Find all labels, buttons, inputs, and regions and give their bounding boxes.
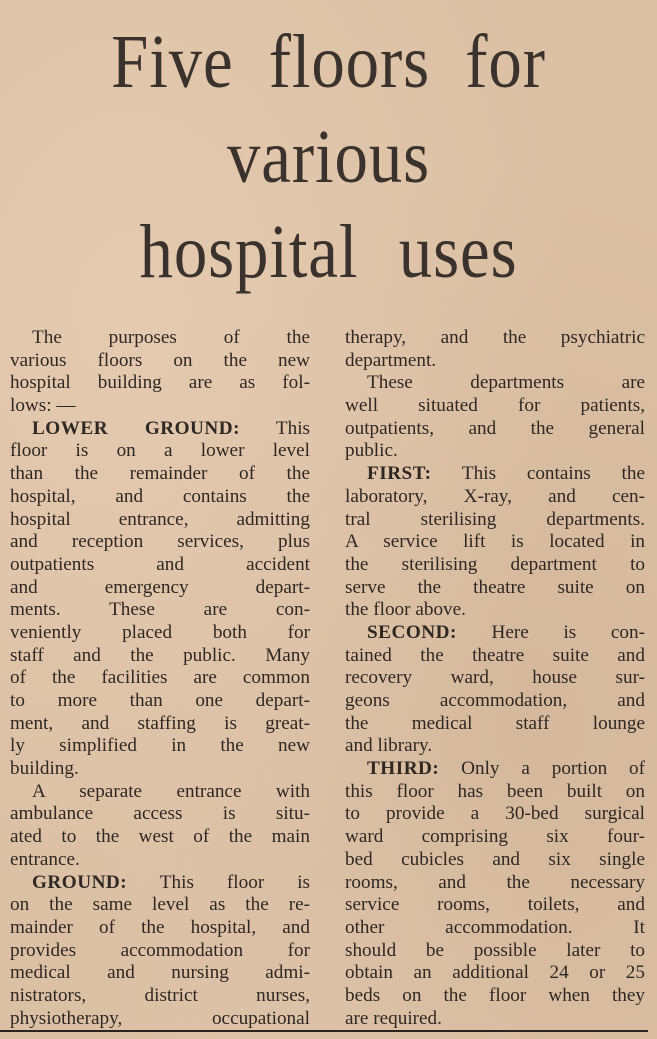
article-line-text: geons accommodation, and bbox=[345, 690, 645, 711]
article-line-text: This contains the bbox=[431, 463, 645, 485]
article-line-text: the floor above. bbox=[345, 599, 466, 621]
article-line-text: than the remainder of the bbox=[10, 463, 310, 485]
article-line-text: outpatients and accident bbox=[10, 553, 310, 575]
floor-heading: SECOND: bbox=[367, 621, 457, 643]
headline-line-2: various bbox=[226, 115, 431, 199]
floor-heading: FIRST: bbox=[367, 463, 432, 485]
article-line-text: The purposes of the bbox=[32, 327, 310, 348]
article-line-text: and emergency depart- bbox=[10, 576, 310, 598]
article-line bbox=[345, 781, 645, 804]
article-line-text: ated to the west of the main bbox=[10, 826, 310, 848]
article-line-text: recovery ward, house sur- bbox=[345, 667, 645, 689]
article-line-text: physiotherapy, occupational bbox=[10, 1007, 310, 1029]
article-line-text: beds on the floor when they bbox=[345, 984, 645, 1006]
article-line bbox=[10, 531, 310, 554]
article-line-text: These departments are bbox=[367, 372, 645, 394]
article-line-text: Here is con- bbox=[456, 621, 645, 643]
article-line-text: rooms, and the necessary bbox=[345, 871, 645, 893]
article-line bbox=[10, 486, 310, 509]
article-line-text: are required. bbox=[345, 1007, 442, 1029]
article-line bbox=[10, 713, 310, 736]
article-line bbox=[10, 803, 310, 826]
article-line-text: building. bbox=[10, 758, 79, 780]
article-line bbox=[345, 690, 645, 713]
article-line bbox=[10, 577, 310, 600]
article-line-text: A separate entrance with bbox=[32, 780, 310, 802]
bottom-rule-divider bbox=[0, 1030, 648, 1032]
article-line-text: tained the theatre suite and bbox=[345, 644, 645, 666]
article-line-text: provides accommodation for bbox=[10, 939, 310, 961]
article-line-text: veniently placed both for bbox=[10, 621, 310, 643]
article-line bbox=[345, 803, 645, 826]
article-line bbox=[10, 917, 310, 940]
article-line bbox=[10, 509, 310, 532]
article-line bbox=[10, 622, 310, 645]
article-line-text: department. bbox=[345, 349, 437, 371]
floor-heading: LOWER GROUND: bbox=[32, 417, 240, 439]
article-line bbox=[345, 1008, 645, 1031]
article-line-text: laboratory, X-ray, and cen- bbox=[345, 485, 645, 507]
article-line bbox=[345, 418, 645, 441]
article-line bbox=[345, 645, 645, 668]
article-line bbox=[345, 894, 645, 917]
article-line bbox=[345, 849, 645, 872]
article-line bbox=[10, 645, 310, 668]
article-line-text: ments. These are con- bbox=[10, 599, 310, 621]
article-line-text: Only a portion of bbox=[439, 758, 645, 780]
article-line bbox=[345, 395, 645, 418]
article-line bbox=[10, 940, 310, 963]
article-line bbox=[10, 395, 310, 418]
article-line bbox=[10, 667, 310, 690]
article-line-text: nistrators, district nurses, bbox=[10, 984, 310, 1006]
article-line-text: to more than one depart- bbox=[10, 690, 310, 711]
article-line bbox=[345, 463, 645, 486]
article-line bbox=[345, 917, 645, 940]
floor-heading: GROUND: bbox=[32, 871, 128, 893]
article-line bbox=[10, 350, 310, 373]
article-line bbox=[10, 690, 310, 713]
article-column-right bbox=[345, 327, 645, 1030]
article-line bbox=[10, 599, 310, 622]
article-line-text: to provide a 30-bed surgical bbox=[345, 803, 645, 825]
article-line bbox=[10, 872, 310, 895]
article-line-text: serve the theatre suite on bbox=[345, 576, 645, 598]
article-line-text: well situated for patients, bbox=[345, 395, 645, 417]
article-line bbox=[345, 758, 645, 781]
article-line bbox=[345, 486, 645, 509]
article-line-text: hospital entrance, admitting bbox=[10, 508, 310, 530]
article-line-text: floor is on a lower level bbox=[10, 440, 310, 462]
article-line-text: various floors on the new bbox=[10, 349, 310, 371]
article-line-text: This floor is bbox=[127, 871, 310, 893]
article-line bbox=[10, 463, 310, 486]
article-line-text: service rooms, toilets, and bbox=[345, 894, 645, 916]
article-line bbox=[345, 327, 645, 350]
article-line-text: entrance. bbox=[10, 848, 80, 870]
article-line bbox=[345, 440, 645, 463]
floor-heading: THIRD: bbox=[367, 758, 440, 780]
article-line-text: ward comprising six four- bbox=[345, 826, 645, 848]
article-line-text: on the same level as the re- bbox=[10, 894, 310, 916]
article-column-left bbox=[10, 327, 310, 1030]
article-line bbox=[10, 962, 310, 985]
article-line-text: hospital building are as fol- bbox=[10, 372, 310, 394]
article-line bbox=[345, 509, 645, 532]
article-line bbox=[345, 940, 645, 963]
article-line-text: therapy, and the psychiatric bbox=[345, 327, 645, 348]
article-line bbox=[345, 667, 645, 690]
article-line-text: ly simplified in the new bbox=[10, 735, 310, 757]
article-line-text: should be possible later to bbox=[345, 939, 645, 961]
article-line bbox=[10, 327, 310, 350]
article-line bbox=[10, 372, 310, 395]
article-line-text: this floor has been built on bbox=[345, 780, 645, 802]
article-line-text: tral sterilising departments. bbox=[345, 508, 645, 530]
article-line bbox=[345, 577, 645, 600]
article-line bbox=[345, 735, 645, 758]
article-line bbox=[345, 554, 645, 577]
article-line-text: the sterilising department to bbox=[345, 553, 645, 575]
article-line bbox=[10, 985, 310, 1008]
article-line-text: staff and the public. Many bbox=[10, 644, 310, 666]
article-line bbox=[345, 985, 645, 1008]
article-line bbox=[10, 440, 310, 463]
article-line bbox=[10, 1008, 310, 1031]
article-line bbox=[10, 554, 310, 577]
article-line-text: obtain an additional 24 or 25 bbox=[345, 962, 645, 984]
article-line-text: A service lift is located in bbox=[345, 531, 645, 553]
article-line bbox=[345, 599, 645, 622]
article-line-text: outpatients, and the general bbox=[345, 417, 645, 439]
article-line bbox=[10, 758, 310, 781]
article-line bbox=[345, 372, 645, 395]
article-line bbox=[345, 826, 645, 849]
article-line bbox=[345, 622, 645, 645]
article-line-text: This bbox=[239, 417, 310, 439]
article-line-text: medical and nursing admi- bbox=[10, 962, 310, 984]
article-line bbox=[345, 531, 645, 554]
article-line bbox=[10, 849, 310, 872]
article-line-text: and library. bbox=[345, 735, 433, 757]
article-line bbox=[345, 713, 645, 736]
article-line bbox=[10, 894, 310, 917]
article-line-text: public. bbox=[345, 440, 398, 462]
article-line-text: ambulance access is situ- bbox=[10, 803, 310, 825]
article-line bbox=[10, 826, 310, 849]
article-line-text: and reception services, plus bbox=[10, 531, 310, 553]
article-line-text: other accommodation. It bbox=[345, 916, 645, 938]
article-line-text: the medical staff lounge bbox=[345, 712, 645, 734]
article-line bbox=[10, 735, 310, 758]
article-line-text: lows: — bbox=[10, 395, 76, 417]
article-line-text: hospital, and contains the bbox=[10, 485, 310, 507]
article-line bbox=[345, 350, 645, 373]
headline-line-3: hospital uses bbox=[139, 210, 518, 294]
article-line bbox=[10, 418, 310, 441]
article-line-text: ment, and staffing is great- bbox=[10, 712, 310, 734]
article-line bbox=[10, 781, 310, 804]
article-line bbox=[345, 872, 645, 895]
article-line-text: mainder of the hospital, and bbox=[10, 916, 310, 938]
article-line-text: of the facilities are common bbox=[10, 667, 310, 689]
article-line-text: bed cubicles and six single bbox=[345, 848, 645, 870]
headline-line-1: Five floors for bbox=[111, 20, 546, 104]
article-line bbox=[345, 962, 645, 985]
